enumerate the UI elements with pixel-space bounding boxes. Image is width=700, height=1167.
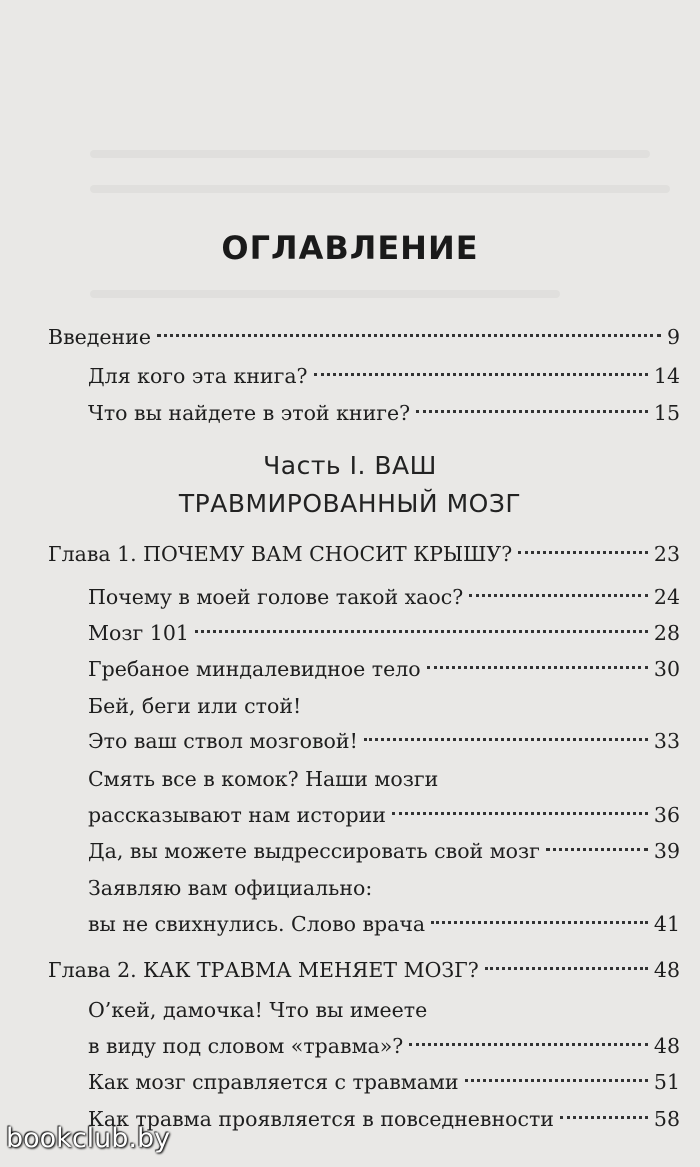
toc-page-number: 58: [653, 1107, 680, 1131]
toc-page-number: 41: [653, 912, 680, 936]
toc-page-number: 48: [653, 958, 680, 982]
toc-entry[interactable]: [88, 356, 680, 396]
toc-page-number: 28: [653, 621, 680, 645]
dot-leader: [409, 1043, 648, 1046]
toc-page-number: 36: [653, 803, 680, 827]
page-title: ОГЛАВЛЕНИЕ: [221, 229, 479, 268]
toc-entry[interactable]: [88, 649, 680, 689]
dot-leader: [416, 410, 648, 413]
show-through-text: [90, 150, 650, 158]
toc-page-number: 9: [666, 325, 680, 349]
toc-page-number: 24: [653, 585, 680, 609]
dot-leader: [518, 551, 648, 554]
toc-page-number: 23: [653, 542, 680, 566]
toc-entry-label: Что вы найдете в этой книге?: [88, 401, 411, 425]
toc-entry-label: Это ваш ствол мозговой!: [88, 729, 358, 753]
dot-leader: [195, 630, 648, 633]
toc-entry-label: Как мозг справляется с травмами: [88, 1070, 459, 1094]
dot-leader: [392, 812, 648, 815]
toc-entry[interactable]: [88, 686, 680, 726]
toc-page-number: 30: [653, 657, 680, 681]
dot-leader: [314, 373, 648, 376]
dot-leader: [560, 1116, 648, 1119]
dot-leader: [364, 738, 648, 741]
toc-entry-chapter-2[interactable]: [48, 950, 680, 990]
toc-page-number: 48: [653, 1034, 680, 1058]
toc-entry[interactable]: [88, 759, 680, 799]
toc-entry-label: О’кей, дамочка! Что вы имеете: [88, 998, 428, 1022]
toc-entry-label: рассказывают нам истории: [88, 803, 386, 827]
toc-page-number: 15: [653, 401, 680, 425]
toc-entry-introduction[interactable]: [48, 317, 680, 357]
dot-leader: [431, 921, 648, 924]
toc-page-number: 51: [653, 1070, 680, 1094]
toc-entry-label: Как травма проявляется в повседневности: [88, 1107, 554, 1131]
show-through-text: [90, 185, 670, 193]
toc-entry[interactable]: [88, 721, 680, 761]
toc-entry[interactable]: [88, 904, 680, 944]
dot-leader: [469, 594, 648, 597]
toc-entry[interactable]: [88, 1026, 680, 1066]
toc-entry-label: Гребаное миндалевидное тело: [88, 657, 421, 681]
toc-page-number: 33: [653, 729, 680, 753]
toc-entry[interactable]: [88, 795, 680, 835]
toc-entry-chapter-1[interactable]: [48, 534, 680, 574]
part-title-line-2: ТРАВМИРОВАННЫЙ МОЗГ: [178, 489, 522, 518]
watermark: bookclub.by: [6, 1123, 171, 1154]
toc-entry-label: Мозг 101: [88, 621, 189, 645]
toc-entry-label: Почему в моей голове такой хаос?: [88, 585, 464, 609]
part-title-line-1: Часть I. ВАШ: [263, 451, 437, 480]
toc-entry[interactable]: [88, 393, 680, 433]
dot-leader: [157, 334, 661, 337]
dot-leader: [485, 967, 648, 970]
toc-entry-label: Бей, беги или стой!: [88, 694, 302, 718]
toc-entry[interactable]: [88, 613, 680, 653]
toc-page-number: 14: [653, 364, 680, 388]
toc-entry[interactable]: [88, 868, 680, 908]
show-through-text: [90, 290, 560, 298]
toc-entry-label: Заявляю вам официально:: [88, 876, 373, 900]
toc-entry-label: Введение: [48, 325, 151, 349]
toc-entry[interactable]: [88, 831, 680, 871]
toc-entry-label: Глава 1. ПОЧЕМУ ВАМ СНОСИТ КРЫШУ?: [48, 542, 513, 566]
toc-entry[interactable]: [88, 1099, 680, 1139]
toc-entry-label: вы не свихнулись. Слово врача: [88, 912, 426, 936]
dot-leader: [465, 1079, 648, 1082]
toc-entry-label: Для кого эта книга?: [88, 364, 308, 388]
toc-entry-label: Глава 2. КАК ТРАВМА МЕНЯЕТ МОЗГ?: [48, 958, 479, 982]
toc-entry[interactable]: [88, 577, 680, 617]
toc-page-number: 39: [653, 839, 680, 863]
toc-entry-label: Да, вы можете выдрессировать свой мозг: [88, 839, 540, 863]
dot-leader: [427, 666, 648, 669]
toc-entry[interactable]: [88, 1062, 680, 1102]
toc-entry[interactable]: [88, 990, 680, 1030]
toc-entry-label: в виду под словом «травма»?: [88, 1034, 404, 1058]
dot-leader: [546, 848, 648, 851]
toc-entry-label: Смять все в комок? Наши мозги: [88, 767, 439, 791]
